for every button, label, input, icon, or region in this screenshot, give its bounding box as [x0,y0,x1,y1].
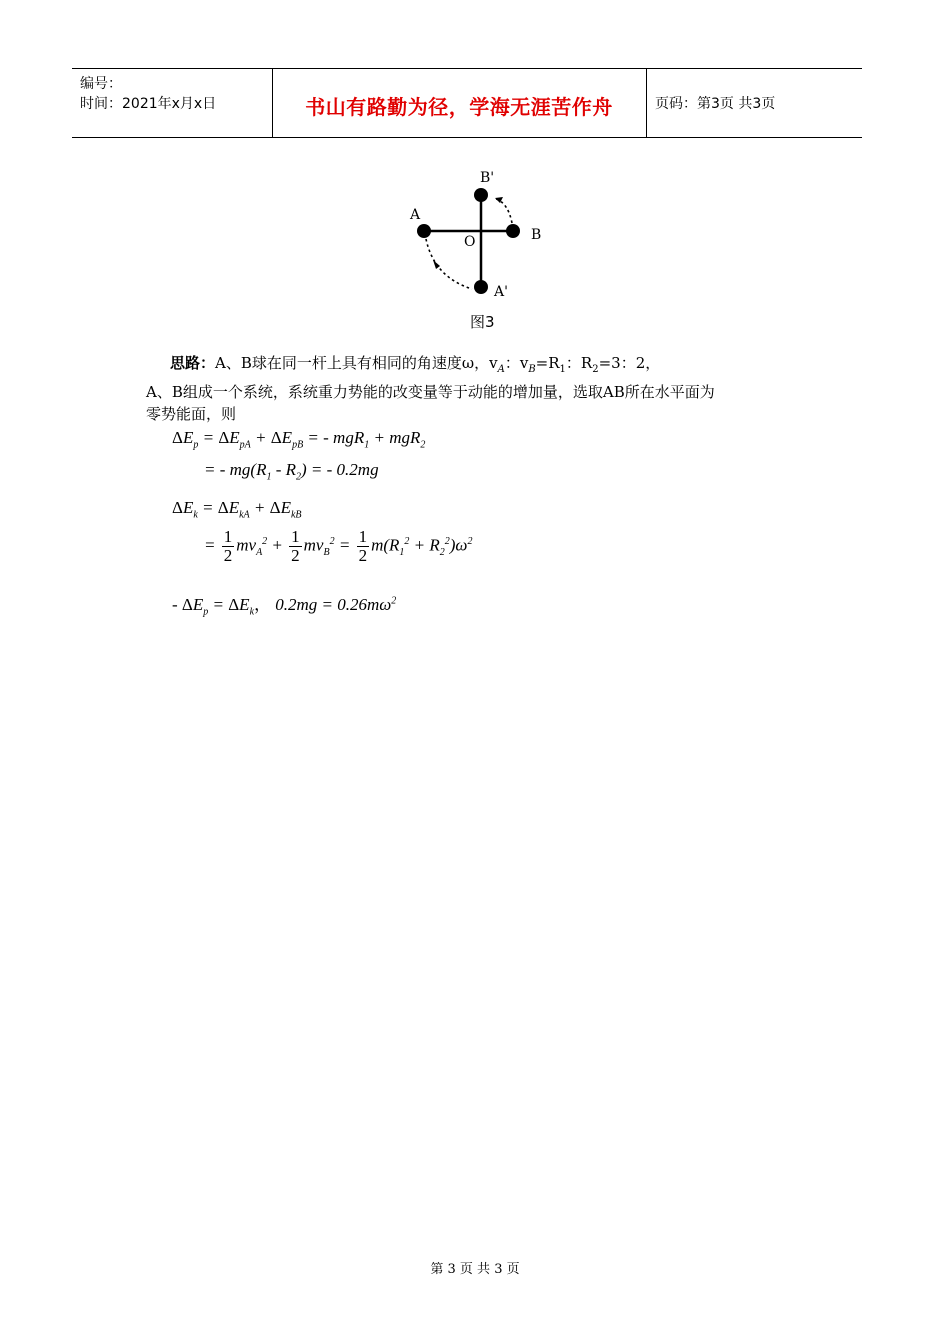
line1-end: =3：2， [598,354,661,372]
arrow-a-arc [433,260,440,269]
label-b: B [531,227,542,243]
ball-a-prime [474,280,488,294]
label-a: A [410,207,421,223]
line1-text: A、B球在同一杆上具有相同的角速度ω，v [215,354,498,372]
figure-caption: 图3 [470,313,495,331]
line1-eq: =R [535,354,560,372]
rod-rotation-diagram [400,165,560,335]
page-header [72,68,862,138]
lead-label: 思路： [170,354,216,372]
header-right-cell [647,69,862,137]
header-left-cell [72,69,273,137]
equation-3: $\Delta E_k = \Delta E_{kA} + \Delta E_{kB}$ [172,498,302,521]
arc-b-to-b-prime [496,199,512,223]
serial-label: 编号： [80,76,122,92]
paragraph-line-2: A、B组成一个系统，系统重力势能的改变量等于动能的增加量，选取AB所在水平面为 [146,383,715,401]
paragraph-line-1: 思路：A、B球在同一杆上具有相同的角速度ω，$v_A$：$v_B=R_1$：$R_2=3$：2， [170,354,661,375]
label-a-prime: A' [494,284,508,300]
ball-b-prime [474,188,488,202]
motto: 书山有路勤为径，学海无涯苦作舟 [305,95,613,119]
header-center-cell [272,69,647,137]
ball-a [417,224,431,238]
equation-5: - $\Delta E_p = \Delta E_k$， $0.2mg = 0.26m\omega^2$ [172,595,397,618]
line1-r2: ：R [565,354,593,372]
equation-2: = - $mg(R_1 - R_2)$ = - 0.2mg [204,460,379,483]
figure-3 [400,165,560,335]
solution-paragraph [146,352,806,425]
page-footer: 第 3 页 共 3 页 [430,1262,520,1277]
paragraph-line-3: 零势能面，则 [146,405,237,423]
label-o: O [464,234,476,250]
equation-4: = $\frac{1}{2}$ $mv_A^2$ + $\frac{1}{2}$ $mv_B^2$ = $\frac{1}{2}$ $m(R_1^2 + R_2^2)\omega^2$ [204,527,473,565]
line1-ratio-sep: ：v [504,354,529,372]
equation-1: $\Delta E_p = \Delta E_{pA} + \Delta E_{pB}$ = - mgR$_1$ + mgR$_2$ [172,428,426,451]
ball-b [506,224,520,238]
label-b-prime: B' [480,170,495,186]
page-info: 页码：第3页 共3页 [655,96,776,112]
time-label: 时间：2021年x月x日 [80,96,217,112]
